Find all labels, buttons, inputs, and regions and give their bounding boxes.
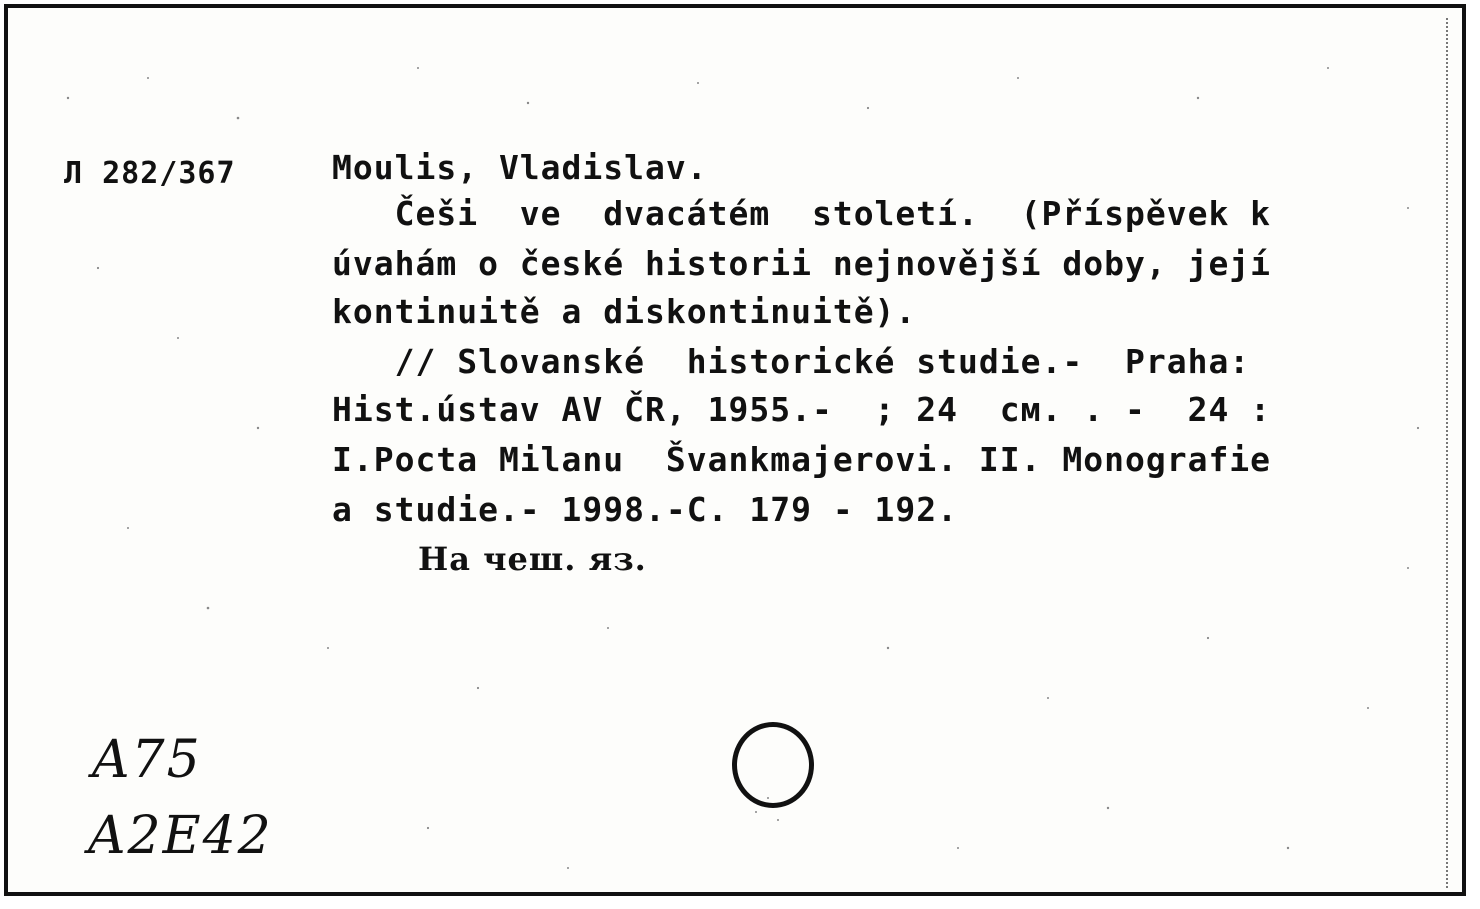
source-line-2: Hist.ústav AV ČR, 1955.- ; 24 см. . - 24 : (332, 390, 1272, 429)
source-line-4: a studie.- 1998.-C. 179 - 192. (332, 490, 959, 529)
language-note: На чеш. яз. (418, 540, 647, 578)
catalog-card (4, 4, 1466, 896)
title-line-3: kontinuitě a diskontinuitě). (332, 292, 917, 331)
handwritten-code-1: A75 (92, 730, 202, 790)
source-line-1: // Slovanské historické studie.- Praha: (332, 342, 1251, 381)
author-line: Moulis, Vladislav. (332, 148, 708, 187)
card-edge-dots (1444, 18, 1448, 888)
title-line-1: Češi ve dvacátém století. (Příspěvek k (332, 194, 1272, 233)
source-line-3: I.Pocta Milanu Švankmajerovi. II. Monografie (332, 440, 1272, 479)
punch-hole (732, 722, 814, 808)
handwritten-code-2: A2E42 (88, 806, 273, 866)
shelf-mark: Л 282/367 (64, 156, 236, 191)
title-line-2: úvahám o české historii nejnovější doby, její (332, 244, 1272, 283)
